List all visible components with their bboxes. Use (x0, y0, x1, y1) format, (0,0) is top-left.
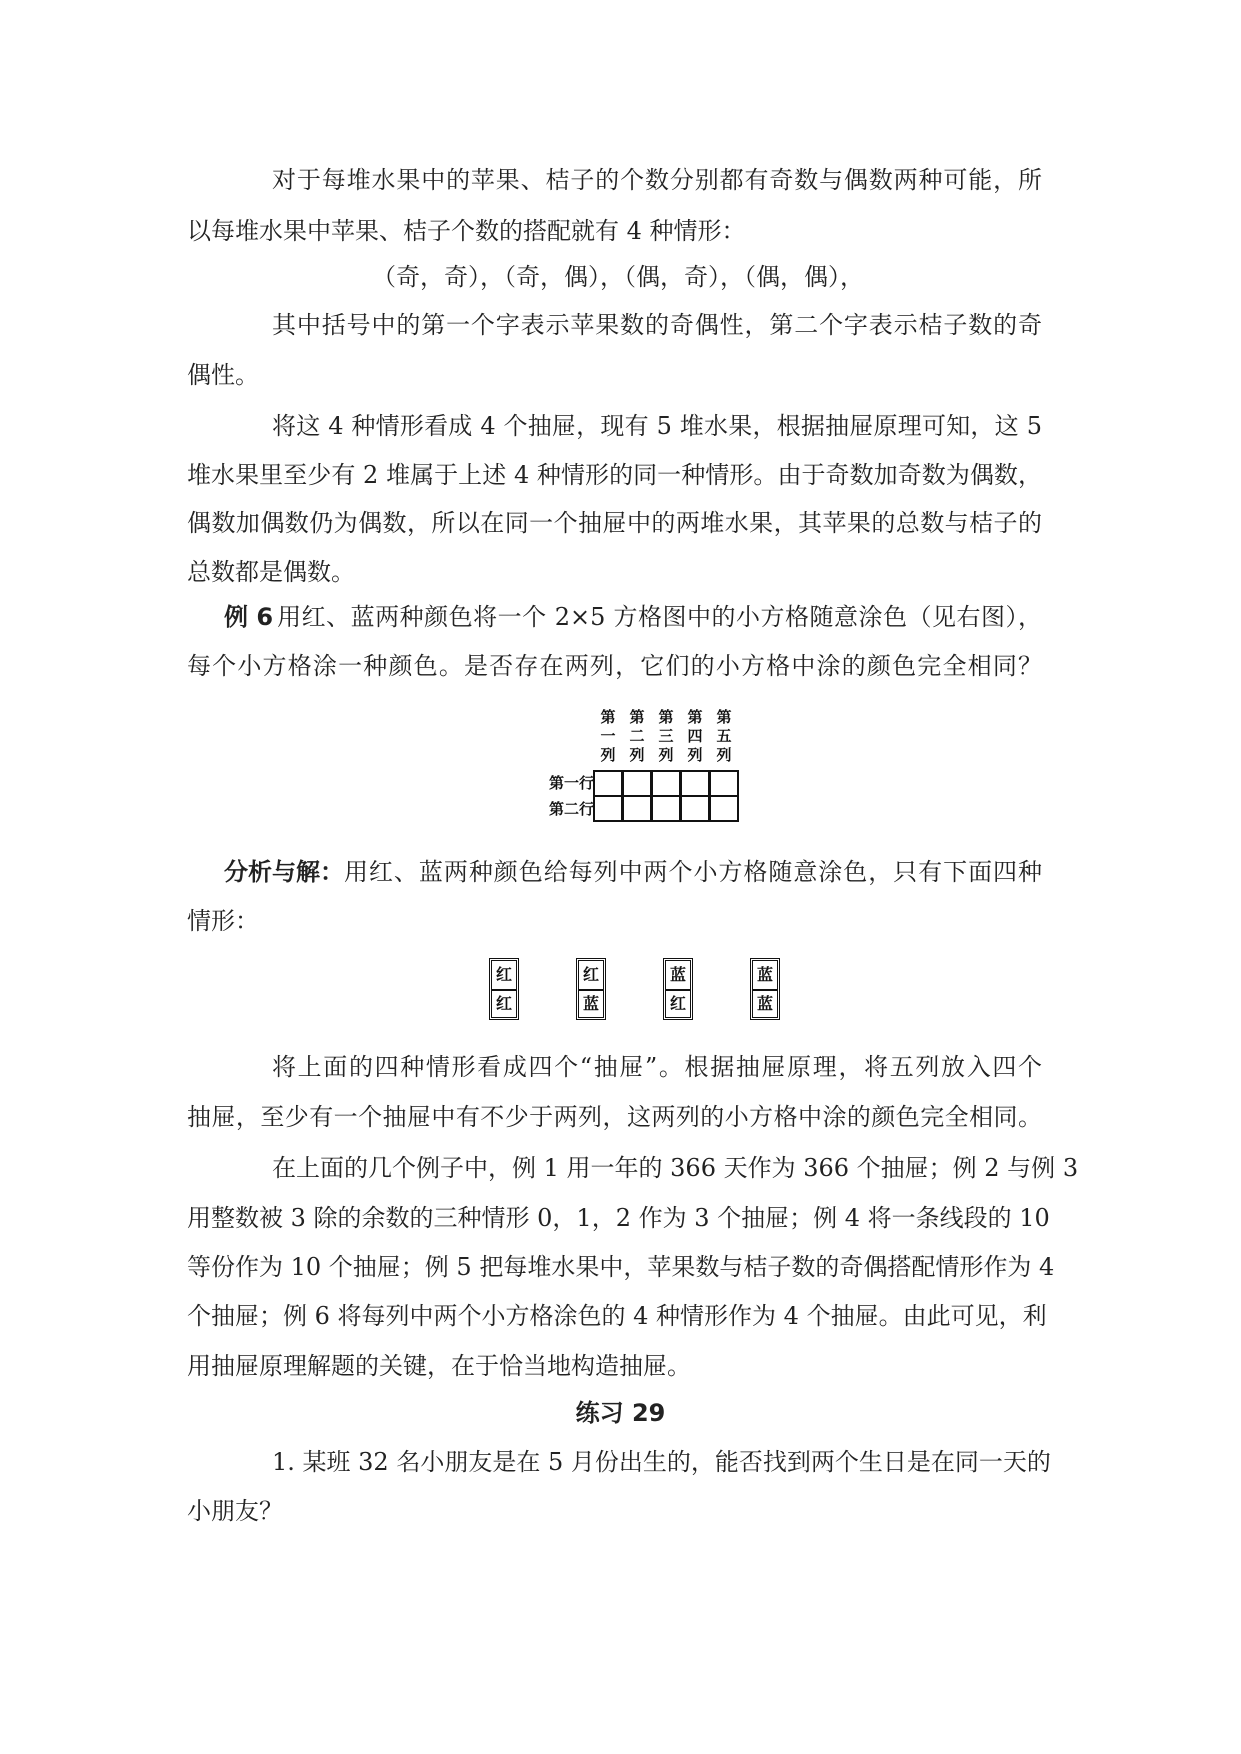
example-6-line-2: 每个小方格涂一种颜色。是否存在两列，它们的小方格中涂的颜色完全相同？ (187, 652, 1042, 680)
row-label-2: 第二行 (548, 800, 594, 818)
analysis-label: 分析与解： (224, 858, 344, 886)
grid-cell (709, 795, 739, 822)
para-5-line-2: 抽屉，至少有一个抽屉中有不少于两列，这两列的小方格中涂的颜色完全相同。 (187, 1103, 1042, 1131)
exercise-title: 练习 29 (575, 1399, 666, 1427)
grid-cell (593, 795, 623, 822)
pattern-blue-blue: 蓝 蓝 (750, 958, 780, 1020)
pattern-red-blue: 红 蓝 (576, 958, 606, 1020)
grid-cell (651, 770, 681, 797)
para-6-line-5: 用抽屉原理解题的关键，在于恰当地构造抽屉。 (187, 1352, 691, 1380)
para-3-line-2: 偶性。 (187, 361, 259, 389)
grid-cell (709, 770, 739, 797)
grid-cell (651, 795, 681, 822)
example-6-label: 例 6 (224, 603, 274, 631)
question-1-line-2: 小朋友？ (187, 1497, 283, 1525)
para-6-line-4: 个抽屉；例 6 将每列中两个小方格涂色的 4 种情形作为 4 个抽屉。由此可见，利 (187, 1302, 1047, 1330)
example-6-text: 用红、蓝两种颜色将一个 2×5 方格图中的小方格随意涂色（见右图）， (277, 603, 1042, 631)
para-4-line-4: 总数都是偶数。 (187, 558, 355, 586)
pattern-red-red: 红 红 (489, 958, 519, 1020)
para-3-line-1: 其中括号中的第一个字表示苹果数的奇偶性，第二个字表示桔子数的奇 (272, 311, 1042, 339)
para-6-line-2: 用整数被 3 除的余数的三种情形 0，1，2 作为 3 个抽屉；例 4 将一条线段的 10 (187, 1204, 1050, 1232)
grid-cell (622, 770, 652, 797)
analysis-text: 用红、蓝两种颜色给每列中两个小方格随意涂色，只有下面四种 (344, 858, 1042, 886)
analysis-line-1 (224, 852, 1042, 887)
pattern-blue-red: 蓝 红 (663, 958, 693, 1020)
para-4-line-3: 偶数加偶数仍为偶数，所以在同一个抽屉中的两堆水果，其苹果的总数与桔子的 (187, 509, 1042, 537)
para-6-line-3: 等份作为 10 个抽屉；例 5 把每堆水果中，苹果数与桔子数的奇偶搭配情形作为 4 (187, 1253, 1055, 1281)
grid-cell (680, 770, 710, 797)
parity-pairs-line: （奇，奇），（奇，偶），（偶，奇），（偶，偶）， (372, 263, 864, 291)
grid-cell (593, 770, 623, 797)
para-4-line-2: 堆水果里至少有 2 堆属于上述 4 种情形的同一种情形。由于奇数加奇数为偶数， (187, 461, 1042, 489)
column-header-2: 第 二 列 (629, 708, 645, 764)
para-1-line-1: 对于每堆水果中的苹果、桔子的个数分别都有奇数与偶数两种可能，所 (272, 166, 1042, 194)
column-header-1: 第 一 列 (600, 708, 616, 764)
para-6-line-1: 在上面的几个例子中，例 1 用一年的 366 天作为 366 个抽屉；例 2 与例 3 (272, 1154, 1079, 1182)
question-1-line-1: 1. 某班 32 名小朋友是在 5 月份出生的，能否找到两个生日是在同一天的 (272, 1448, 1051, 1476)
grid-cell (680, 795, 710, 822)
para-5-line-1: 将上面的四种情形看成四个“抽屉”。根据抽屉原理，将五列放入四个 (272, 1053, 1042, 1081)
column-header-4: 第 四 列 (687, 708, 703, 764)
grid-figure (528, 708, 748, 832)
para-4-line-1: 将这 4 种情形看成 4 个抽屉，现有 5 堆水果，根据抽屉原理可知，这 5 (272, 412, 1042, 440)
column-header-3: 第 三 列 (658, 708, 674, 764)
example-6-line-1 (224, 597, 1042, 632)
grid-cell (622, 795, 652, 822)
analysis-line-2: 情形： (187, 907, 259, 935)
row-label-1: 第一行 (548, 774, 594, 792)
column-header-5: 第 五 列 (716, 708, 732, 764)
para-1-line-2: 以每堆水果中苹果、桔子个数的搭配就有 4 种情形： (187, 217, 746, 245)
